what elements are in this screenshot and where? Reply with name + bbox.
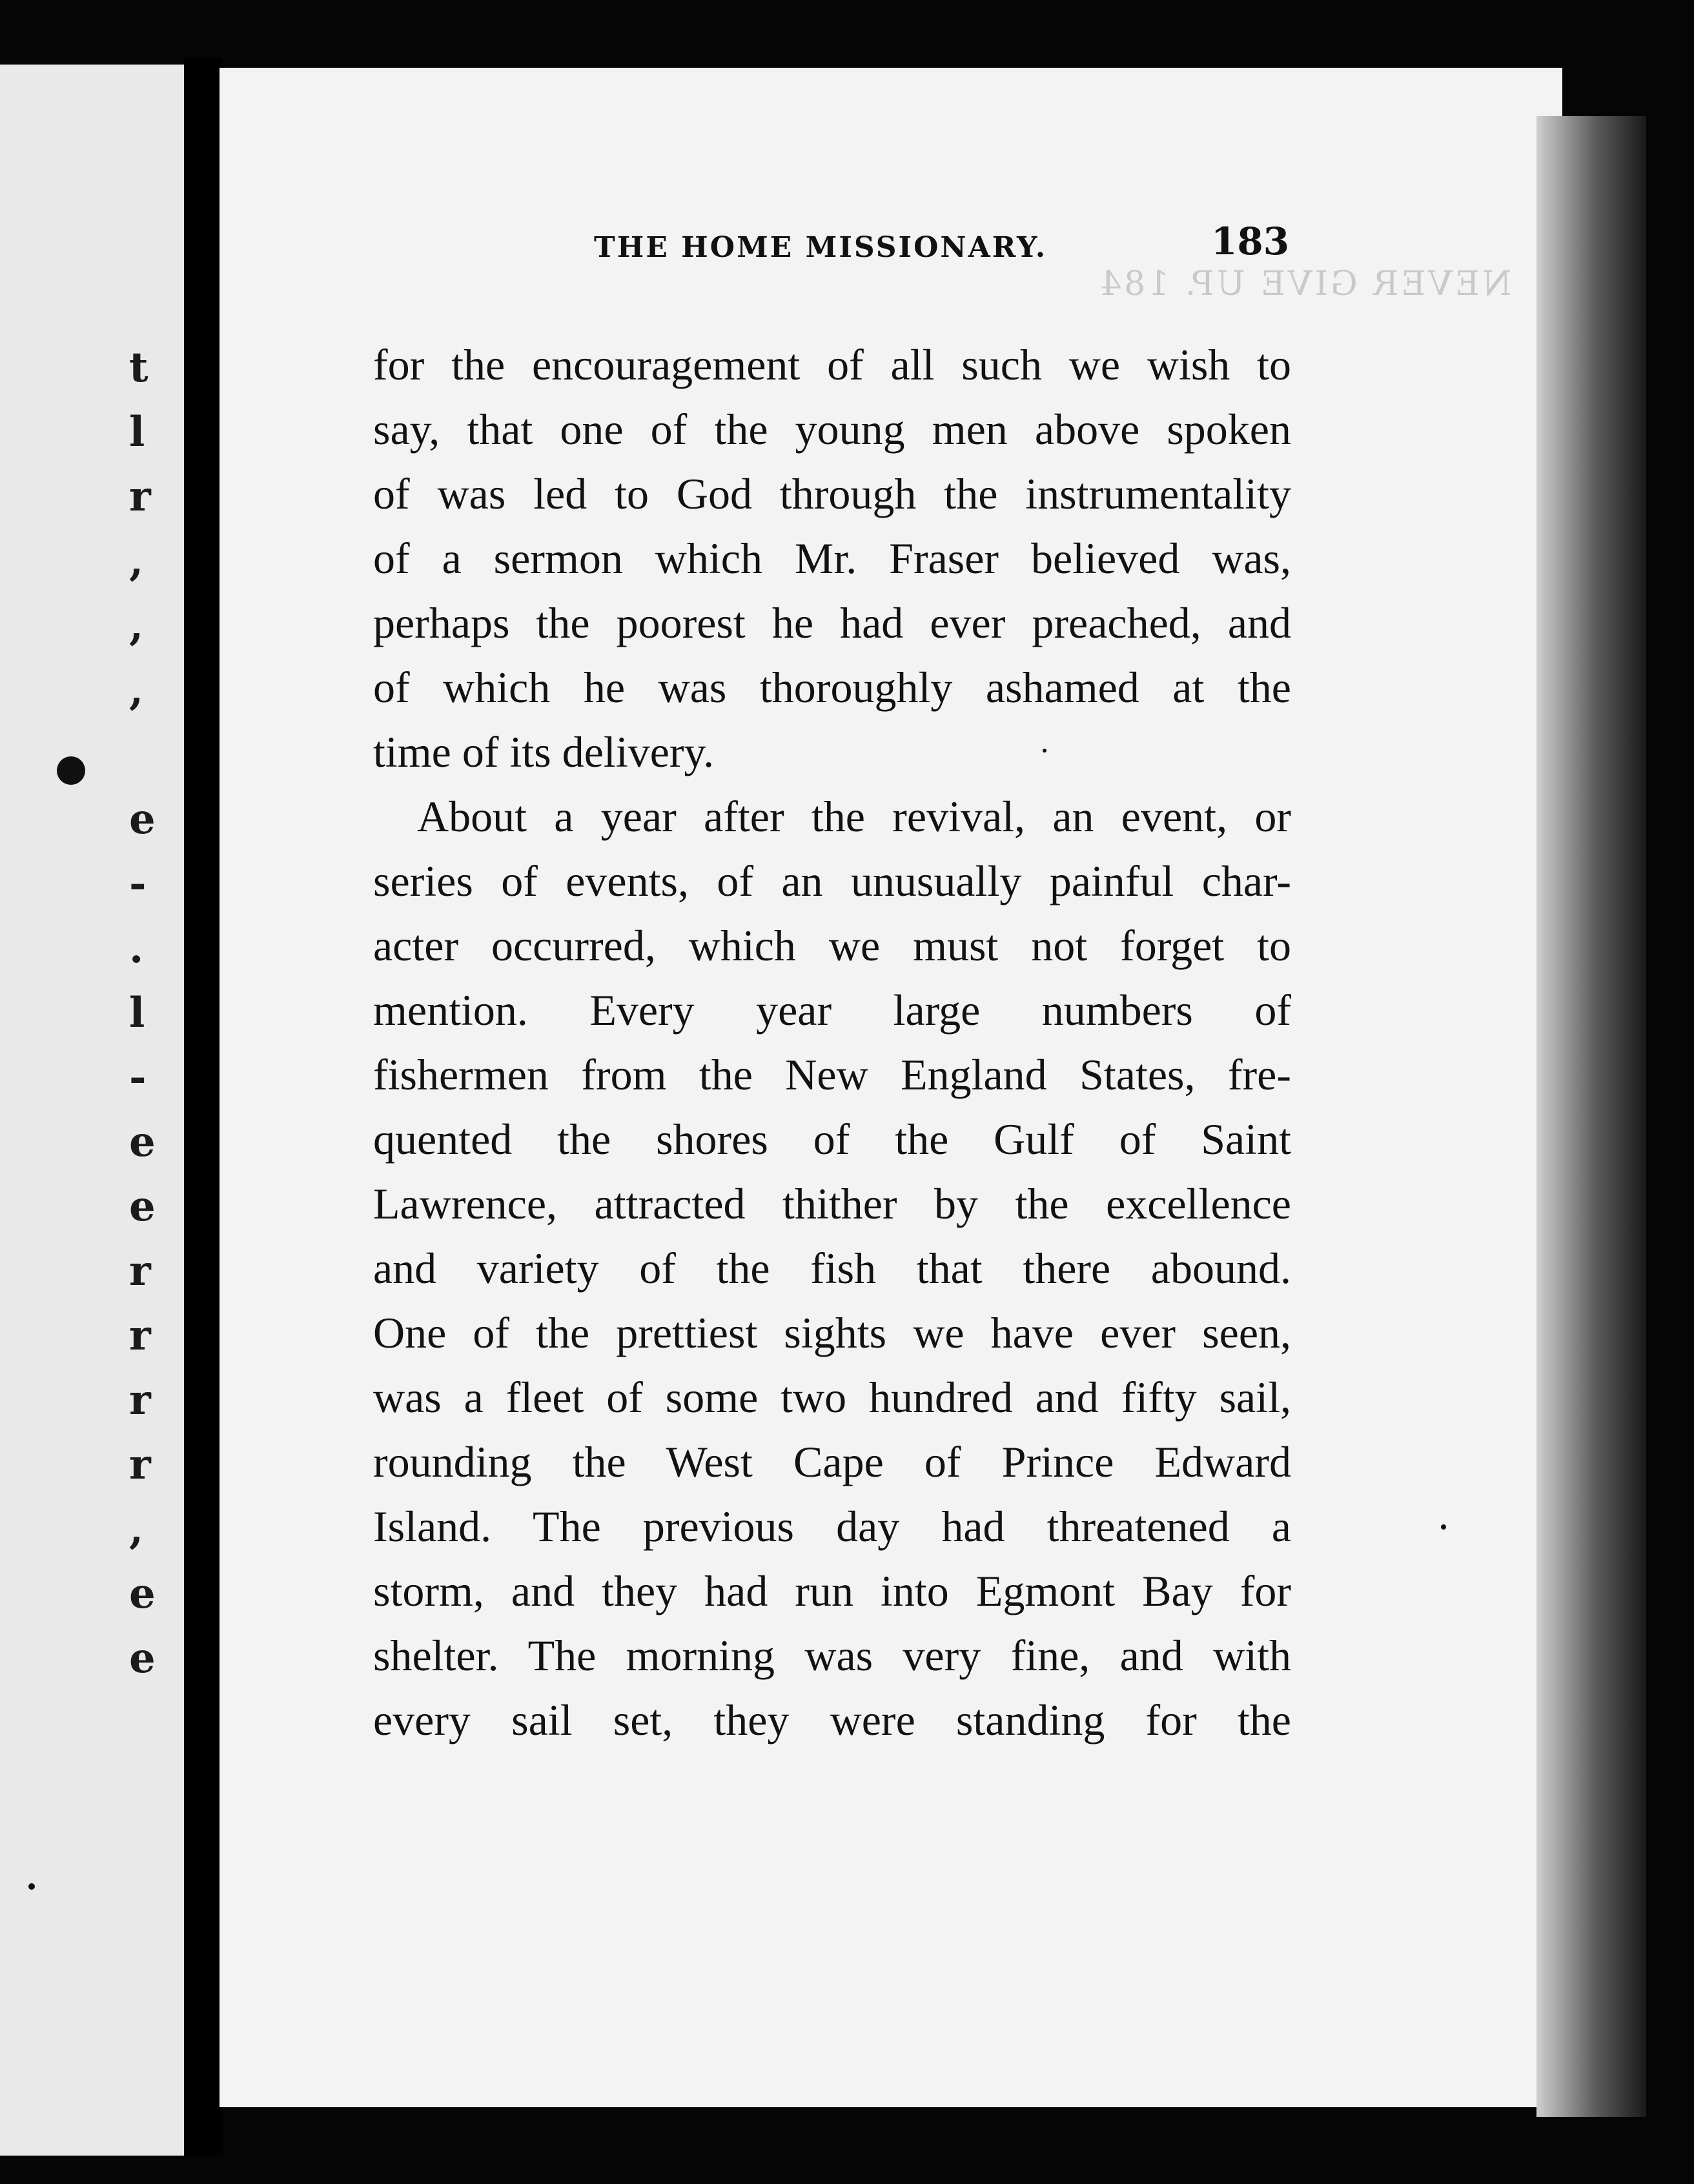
text-line: every sail set, they were standing for the [373,1695,1291,1744]
bleed-through-text: NEVER GIVE UP. 184 [1097,265,1512,303]
text-line: quented the shores of the Gulf of Saint [373,1115,1291,1164]
ink-speck [1043,749,1046,753]
text-line: was a fleet of some two hundred and fifty sail, [373,1373,1291,1422]
text-line: shelter. The morning was very fine, and with [373,1631,1291,1680]
text-line: About a year after the revival, an event, or [417,792,1291,841]
body-text [373,332,1291,1752]
page-edge-shadow [1536,116,1646,2117]
ink-speck [57,756,85,785]
text-line: mention. Every year large numbers of [373,986,1291,1035]
left-page-cut-off-letters: t l r , , , e - . l - e e r r r r , e e [129,343,156,1683]
book-gutter-shadow [184,58,223,2156]
text-line: perhaps the poorest he had ever preached, and [373,598,1291,647]
text-line: storm, and they had run into Egmont Bay for [373,1566,1291,1615]
text-line: Lawrence, attracted thither by the excellence [373,1179,1291,1228]
text-line: fishermen from the New England States, fre- [373,1050,1291,1099]
left-page-fragment [0,65,184,2156]
text-line: series of events, of an unusually painful char- [373,856,1291,905]
text-line: of which he was thoroughly ashamed at the [373,663,1291,712]
ink-speck [28,1883,35,1890]
page-number: 183 [1211,219,1290,263]
text-line: One of the prettiest sights we have ever seen, [373,1308,1291,1357]
text-line: and variety of the fish that there abound. [373,1244,1291,1293]
text-line: of a sermon which Mr. Fraser believed was, [373,534,1291,583]
text-line: say, that one of the young men above spoken [373,405,1291,454]
text-line: rounding the West Cape of Prince Edward [373,1437,1291,1486]
running-head: THE HOME MISSIONARY. [594,231,1048,264]
text-line: Island. The previous day had threatened a [373,1502,1291,1551]
text-line: of was led to God through the instrumentality [373,469,1291,518]
text-line: acter occurred, which we must not forget to [373,921,1291,970]
ink-speck [1441,1524,1446,1530]
text-line: time of its delivery. [373,727,715,776]
text-line: for the encouragement of all such we wish to [373,340,1291,389]
